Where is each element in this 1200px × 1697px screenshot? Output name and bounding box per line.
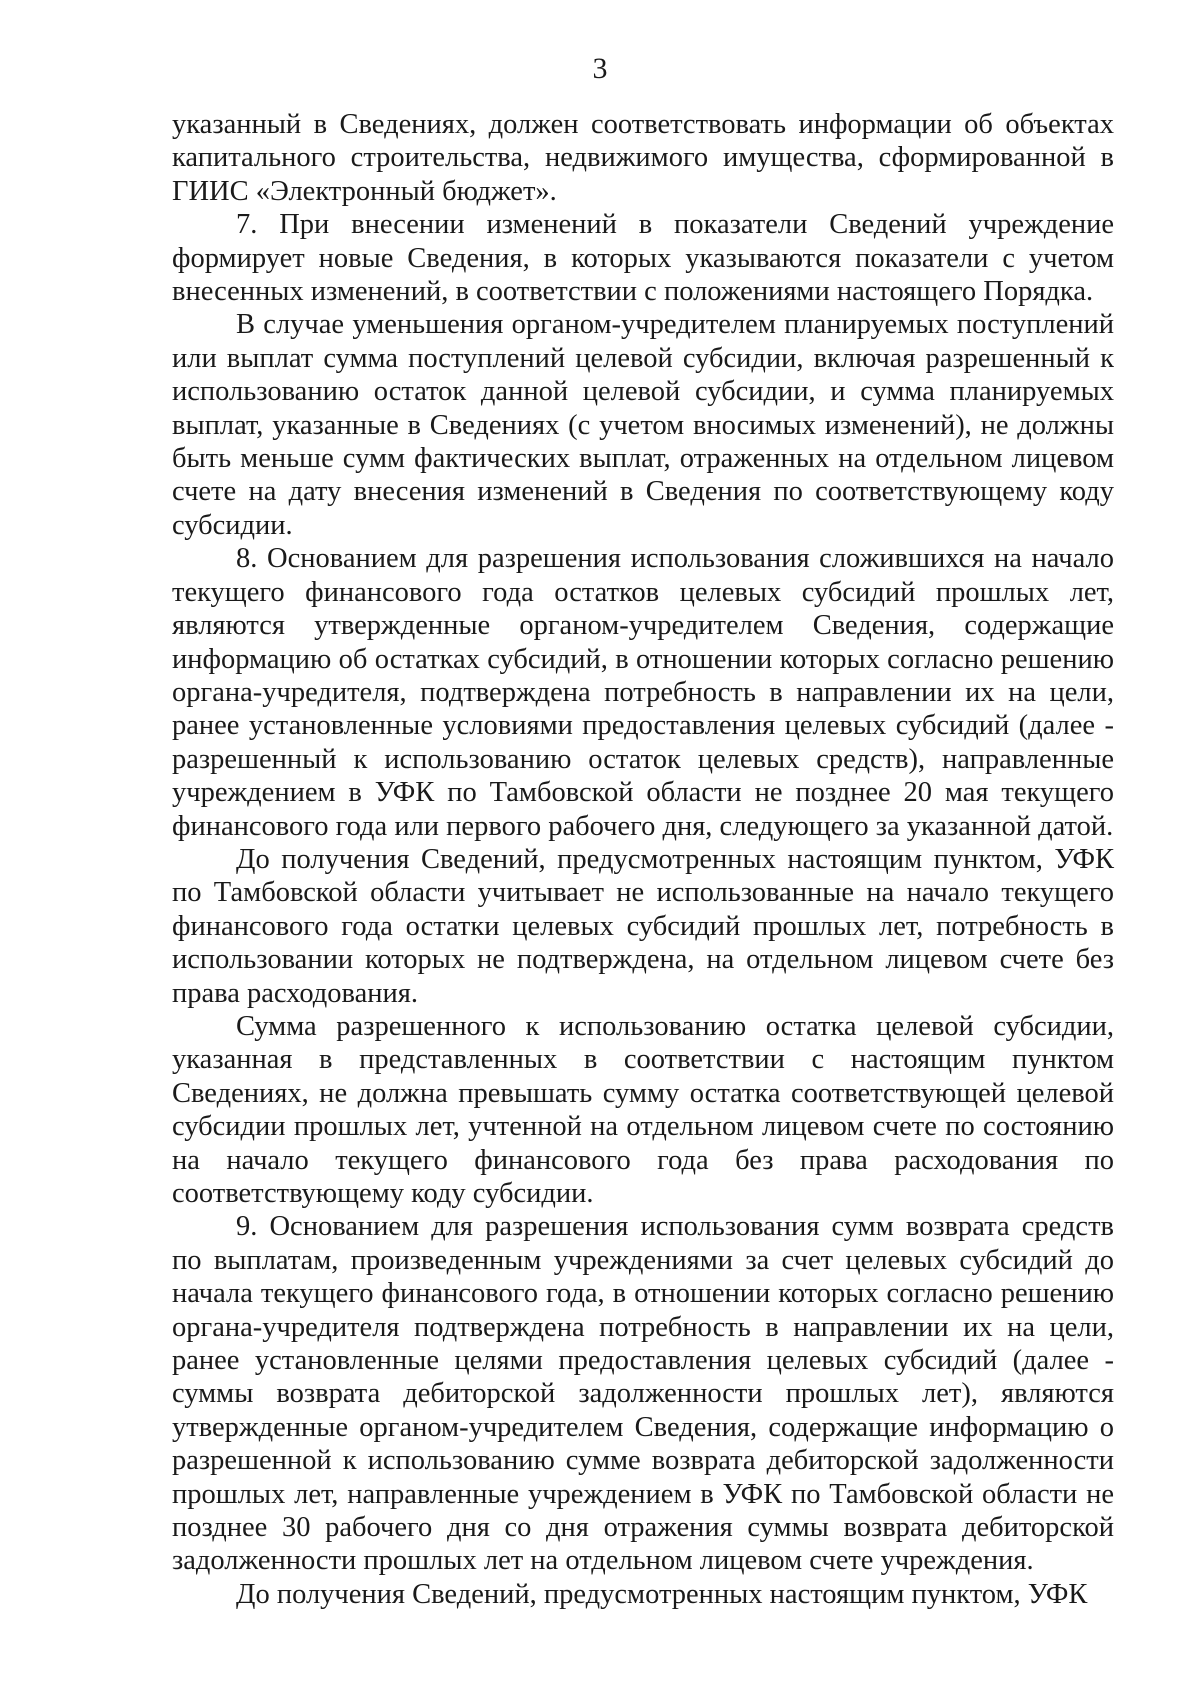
paragraph-allowed-amount: Сумма разрешенного к использованию остатка целевой субсидии, указанная в представленных в соответствии с настоящим пунктом Сведениях, не должна превышать сумму остатка соответствующей целевой субсидии прошлых лет, учтенной на отдельном лицевом счете по состоянию на начало текущего финансового года без права расходования по соответствующему коду субсидии.	[172, 1010, 1114, 1209]
paragraph-before-receipt-2: До получения Сведений, предусмотренных настоящим пунктом, УФК	[236, 1578, 1088, 1610]
paragraph-before-receipt: До получения Сведений, предусмотренных настоящим пунктом, УФК по Тамбовской области учитывает не использованные на начало текущего финансового года остатки целевых субсидий прошлых лет, потребность в использовании которых не подтверждена, на отдельном лицевом счете без права расходования.	[172, 843, 1114, 1009]
paragraph-item-9: 9. Основанием для разрешения использования сумм возврата средств по выплатам, произведенным учреждениями за счет целевых субсидий до начала текущего финансового года, в отношении которых согласно решению органа-учредителя подтверждена потребность в направлении их на цели, ранее установленные целями предоставления целевых субсидий (далее - суммы возврата дебиторской задолженности прошлых лет), являются утвержденные органом-учредителем Сведения, содержащие информацию о разрешенной к использованию сумме возврата дебиторской задолженности прошлых лет, направленные учреждением в УФК по Тамбовской области не позднее 30 рабочего дня со дня отражения суммы возврата дебиторской задолженности прошлых лет на отдельном лицевом счете учреждения.	[172, 1211, 1114, 1577]
paragraph-continuation: указанный в Сведениях, должен соответствовать информации об объектах капитального строительства, недвижимого имущества, сформированной в ГИИС «Электронный бюджет».	[172, 109, 1114, 207]
paragraph-item-7: 7. При внесении изменений в показатели Сведений учреждение формирует новые Сведения, в которых указываются показатели с учетом внесенных изменений, в соответствии с положениями настоящего Порядка.	[172, 209, 1114, 308]
paragraph-reduction-case: В случае уменьшения органом-учредителем планируемых поступлений или выплат сумма поступлений целевой субсидии, включая разрешенный к использованию остаток данной целевой субсидии, и сумма планируемых выплат, указанные в Сведениях (с учетом вносимых изменений), не должны быть меньше сумм фактических выплат, отраженных на отдельном лицевом счете на дату внесения изменений в Сведения по соответствующему коду субсидии.	[172, 309, 1114, 541]
page-number: 3	[592, 52, 608, 85]
document-body	[172, 108, 1114, 1611]
paragraph-item-8: 8. Основанием для разрешения использования сложившихся на начало текущего финансового года остатков целевых субсидий прошлых лет, являются утвержденные органом-учредителем Сведения, содержащие информацию об остатках субсидий, в отношении которых согласно решению органа-учредителя, подтверждена потребность в направлении их на цели, ранее установленные условиями предоставления целевых субсидий (далее - разрешенный к использованию остаток целевых средств), направленные учреждением в УФК по Тамбовской области не позднее 20 мая текущего финансового года или первого рабочего дня, следующего за указанной датой.	[172, 543, 1114, 842]
